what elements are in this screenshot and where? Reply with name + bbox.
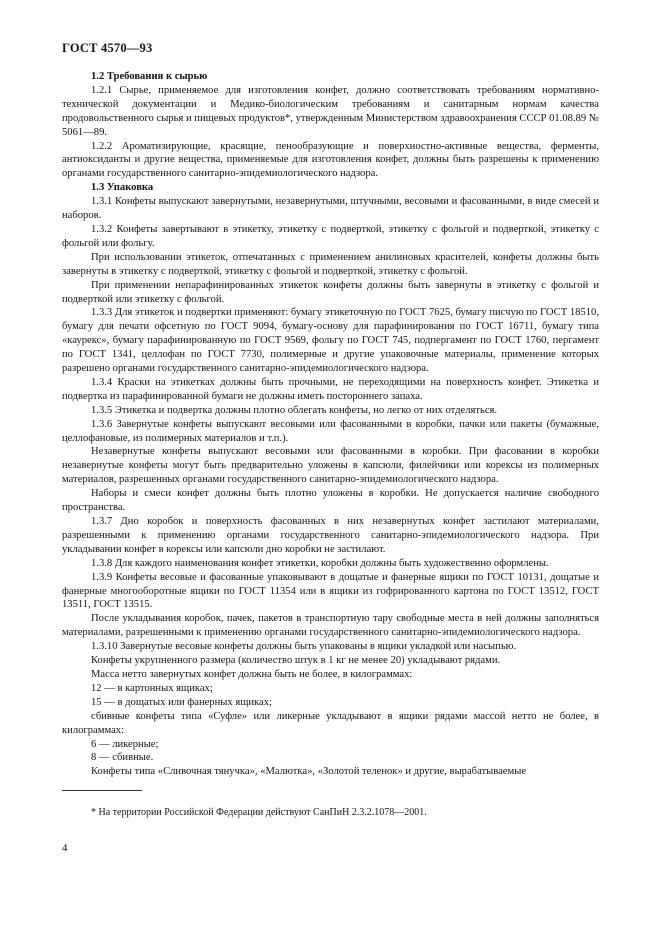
paragraph: 1.3.7 Дно коробок и поверхность фасованных в них незавернутых конфет застилают материалами, разрешенными к применению органами государственного санитарно-эпидемиологического надзора. При укладывании конфет в корексы или капсюли дно коробки не застилают. bbox=[62, 516, 599, 555]
list-item: 12 — в картонных ящиках; bbox=[91, 682, 213, 694]
paragraph: Незавернутые конфеты выпускают весовыми или фасованными в коробки. При фасовании в коробки незавернутые конфеты могут быть предварительно уложены в капсюли, филейчики или корексы из полимерных материалов, разрешенных органами государственного санитарно-эпидемиологического надзора. bbox=[62, 446, 599, 486]
paragraph: 1.2.1 Сырье, применяемое для изготовления конфет, должно соответствовать требованиям нормативно-технической документации и Медико-биологическим требованиям и санитарным нормам качества продовольственного сырья и пищевых продуктов*, утвержденным Министерством здравоохранения СССР 01.08.89 № 5061—89. bbox=[62, 84, 599, 138]
paragraph: При использовании этикеток, отпечатанных с применением анилиновых красителей, конфеты должны быть завернуты в этикетку с подверткой, этикетку с фольгой и подверткой, этикетку с фольгой. bbox=[62, 251, 599, 277]
list-item: 6 — ликерные; bbox=[91, 738, 159, 750]
list-item: 15 — в дощатых или фанерных ящиках; bbox=[91, 696, 272, 708]
paragraph: сбивные конфеты типа «Суфле» или ликерные укладывают в ящики рядами массой нетто не более, в килограммах: bbox=[62, 710, 599, 736]
paragraph: 1.3.6 Завернутые конфеты выпускают весовыми или фасованными в коробки, пачки или пакеты (бумажные, целлофановые, из полимерных материалов и т.п.). bbox=[62, 418, 599, 444]
paragraph: Масса нетто завернутых конфет должна быть не более, в килограммах: bbox=[91, 668, 413, 680]
paragraph: 1.3.3 Для этикеток и подвертки применяют: бумагу этикеточную по ГОСТ 7625, бумагу писчую по ГОСТ 18510, бумагу для печати офсетную по ГОСТ 9094, бумагу-основу для парафинирования по ГОСТ 16711, бумагу типа «каурекс», бумагу парафинированную по ГОСТ 9569, фольгу по ГОСТ 745, подпергамент по ГОСТ 1760, пергамент по ГОСТ 1341, целлофан по ГОСТ 7730, полимерные и другие упаковочные материалы, применение которых разрешено органами государственного санитарно-эпидемиологического надзора. bbox=[62, 307, 599, 375]
list-item: 8 — сбивные. bbox=[91, 752, 154, 764]
paragraph: 1.3.2 Конфеты завертывают в этикетку, этикетку с подверткой, этикетку с фольгой и подверткой, этикетку с фольгой или фольгу. bbox=[62, 223, 599, 249]
paragraph: 1.3.1 Конфеты выпускают завернутыми, незавернутыми, штучными, весовыми и фасованными, в виде смесей и наборов. bbox=[62, 196, 599, 222]
document-header: ГОСТ 4570—93 bbox=[62, 41, 153, 55]
paragraph: Конфеты типа «Сливочная тянучка», «Малютка», «Золотой теленок» и другие, вырабатываемые bbox=[91, 766, 527, 778]
paragraph: 1.3.9 Конфеты весовые и фасованные упаковывают в дощатые и фанерные ящики по ГОСТ 10131, дощатые и фанерные многооборотные ящики по ГОСТ 11354 или в ящики из гофрированного картона по ГОСТ 13512, ГОСТ 13511, ГОСТ 13515. bbox=[62, 571, 599, 611]
section-heading: 1.3 Упаковка bbox=[91, 182, 154, 194]
section-heading: 1.2 Требования к сырью bbox=[91, 71, 208, 82]
paragraph: 1.3.5 Этикетка и подвертка должны плотно облегать конфеты, но легко от них отделяться. bbox=[91, 404, 498, 416]
paragraph: Наборы и смеси конфет должны быть плотно уложены в коробки. Не допускается наличие свободного пространства. bbox=[62, 488, 599, 514]
paragraph: 1.3.8 Для каждого наименования конфет этикетки, коробки должны быть художественно оформлены. bbox=[91, 557, 549, 569]
paragraph: 1.3.4 Краски на этикетках должны быть прочными, не переходящими на поверхность конфет. Этикетка и подвертка из парафинированной бумаги не должны иметь постороннего запаха. bbox=[62, 376, 599, 402]
footnote: * На территории Российской Федерации действуют СанПиН 2.3.2.1078—2001. bbox=[91, 807, 427, 818]
page-number: 4 bbox=[62, 842, 68, 854]
document-body bbox=[62, 70, 599, 779]
footnote-rule bbox=[62, 790, 142, 791]
paragraph: 1.3.10 Завернутые весовые конфеты должны быть упакованы в ящики укладкой или насыпью. bbox=[91, 641, 517, 653]
paragraph: 1.2.2 Ароматизирующие, красящие, пенообразующие и поверхностно-активные вещества, ферменты, антиоксиданты и другие вещества, применяемые для изготовления конфет, должны быть разрешены к применению органами государственного санитарно-эпидемиологического надзора. bbox=[62, 140, 599, 180]
paragraph: Конфеты укрупненного размера (количество штук в 1 кг не менее 20) укладывают рядами. bbox=[91, 655, 501, 667]
paragraph: После укладывания коробок, пачек, пакетов в транспортную тару свободные места в ней должны заполняться материалами, разрешенными к применению органами государственного санитарно-эпидемиологического надзора. bbox=[62, 613, 599, 639]
paragraph: При применении непарафинированных этикеток конфеты должны быть завернуты в этикетку с фольгой и подверткой или этикетку с фольгой. bbox=[62, 279, 599, 305]
